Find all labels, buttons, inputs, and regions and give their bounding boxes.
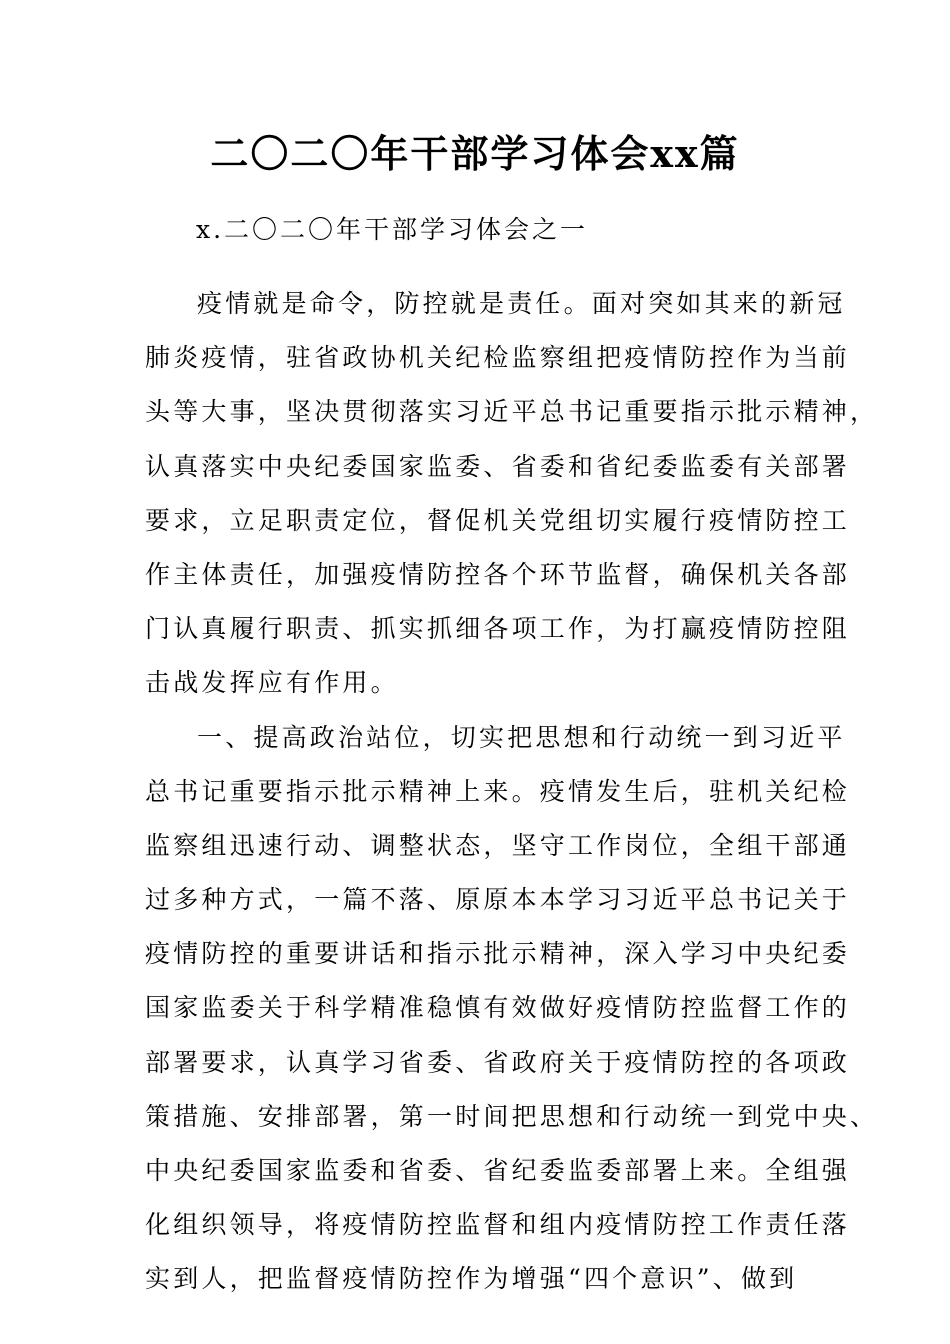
paragraph-line: 部署要求，认真学习省委、省政府关于疫情防控的各项政	[145, 1047, 851, 1077]
paragraph-line: 总书记重要指示批示精神上来。疫情发生后，驻机关纪检	[145, 776, 851, 806]
paragraph-line: 认真落实中央纪委国家监委、省委和省纪委监委有关部署	[145, 451, 851, 481]
section-subtitle: x.二〇二〇年干部学习体会之一	[196, 215, 589, 244]
paragraph-line: 头等大事，坚决贯彻落实习近平总书记重要指示批示精神，	[145, 397, 879, 427]
paragraph-line: 监察组迅速行动、调整状态，坚守工作岗位，全组干部通	[145, 830, 851, 860]
paragraph-line: 国家监委关于科学精准稳慎有效做好疫情防控监督工作的	[145, 993, 851, 1023]
paragraph-line: 作主体责任，加强疫情防控各个环节监督，确保机关各部	[145, 559, 851, 589]
paragraph-line: 要求，立足职责定位，督促机关党组切实履行疫情防控工	[145, 505, 851, 535]
paragraph-line: 化组织领导，将疫情防控监督和组内疫情防控工作责任落	[145, 1210, 851, 1240]
paragraph-line: 过多种方式，一篇不落、原原本本学习习近平总书记关于	[145, 885, 851, 915]
paragraph-line: 门认真履行职责、抓实抓细各项工作，为打赢疫情防控阻	[145, 614, 851, 644]
paragraph-line: 策措施、安排部署，第一时间把思想和行动统一到党中央、	[145, 1101, 879, 1131]
paragraph-line: 疫情防控的重要讲话和指示批示精神，深入学习中央纪委	[145, 939, 851, 969]
paragraph-line: 击战发挥应有作用。	[145, 668, 399, 698]
paragraph-line: 疫情就是命令，防控就是责任。面对突如其来的新冠	[197, 289, 846, 318]
paragraph-line: 一、提高政治站位，切实把思想和行动统一到习近平	[197, 722, 846, 752]
document-title: 二〇二〇年干部学习体会xx篇	[210, 131, 740, 176]
paragraph-line: 实到人，把监督疫情防控作为增强“四个意识”、做到	[145, 1264, 798, 1294]
paragraph-line: 肺炎疫情，驻省政协机关纪检监察组把疫情防控作为当前	[145, 343, 851, 373]
paragraph-line: 中央纪委国家监委和省委、省纪委监委部署上来。全组强	[145, 1156, 851, 1185]
body-text	[145, 284, 879, 1314]
